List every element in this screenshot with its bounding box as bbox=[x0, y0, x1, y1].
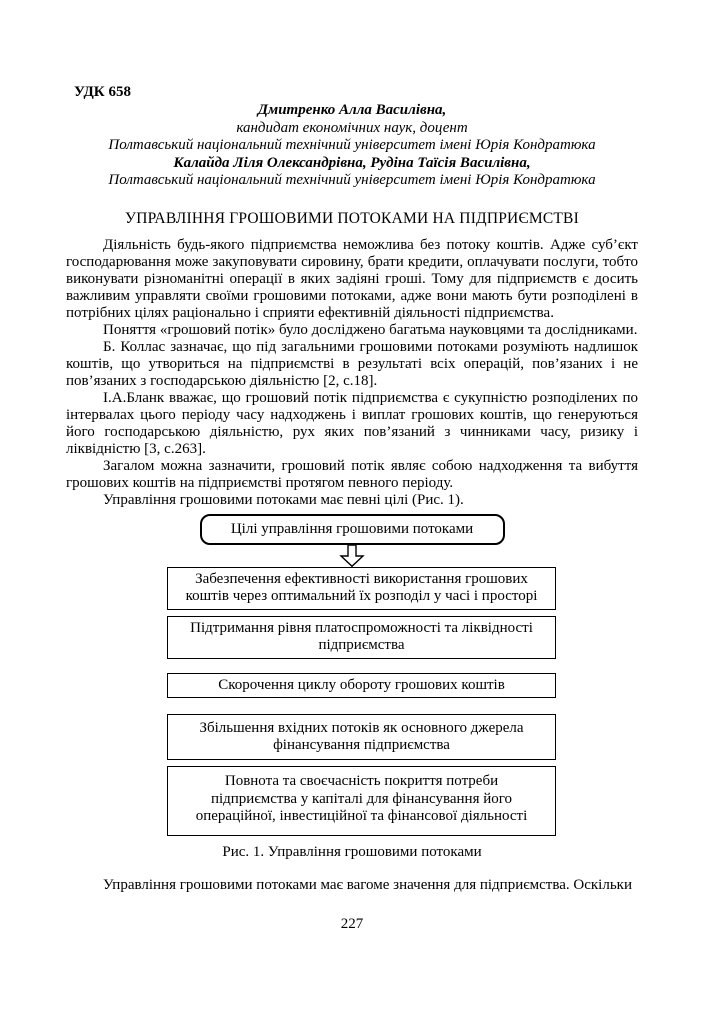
diagram-goal-box: Забезпечення ефективності використання грошових коштів через оптимальний їх розподіл у часі і просторі bbox=[167, 567, 556, 610]
author-names-2: Калайда Ліля Олександрівна, Рудіна Таїсія Василівна, bbox=[173, 154, 531, 171]
page-number: 227 bbox=[340, 916, 364, 932]
paragraph: Б. Коллас зазначає, що під загальними грошовими потоками розуміють надлишок коштів, що утвориться на підприємстві в результаті всіх операцій, пов’язаних і не пов’язаних з господарською діяльністю [2, с.18]. bbox=[66, 338, 638, 389]
author-degree-1: кандидат економічних наук, доцент bbox=[236, 119, 468, 136]
article-body bbox=[66, 237, 638, 509]
closing-paragraph: Управління грошовими потоками має вагоме значення для підприємства. Оскільки bbox=[103, 877, 632, 893]
diagram-goal-box: Повнота та своєчасність покриття потреби підприємства у капіталі для фінансування його операційної, інвестиційної та фінансової діяльності bbox=[167, 766, 556, 836]
diagram-goal-box: Підтримання рівня платоспроможності та ліквідності підприємства bbox=[167, 616, 556, 659]
udk-code: УДК 658 bbox=[74, 84, 131, 100]
author-affiliation-1: Полтавський національний технічний університет імені Юрія Кондратюка bbox=[108, 137, 596, 153]
diagram-goal-box: Збільшення вхідних потоків як основного джерела фінансування підприємства bbox=[167, 714, 556, 760]
author-name-1: Дмитренко Алла Василівна, bbox=[257, 102, 447, 118]
figure-caption: Рис. 1. Управління грошовими потоками bbox=[222, 844, 482, 860]
author-affiliation-2: Полтавський національний технічний університет імені Юрія Кондратюка bbox=[108, 172, 596, 188]
paragraph: Загалом можна зазначити, грошовий потік являє собою надходження та вибуття грошових коштів на підприємстві протягом певного періоду. bbox=[66, 457, 638, 491]
paragraph: І.А.Бланк вважає, що грошовий потік підприємства є сукупністю розподілених по інтервалах цього періоду часу надходжень і виплат грошових коштів, що генеруються його господарською діяльністю, рух яких пов’язаний з чинниками часу, ризику і ліквідністю [3, с.263]. bbox=[66, 389, 638, 457]
authors-block bbox=[66, 102, 638, 190]
diagram-root-box: Цілі управління грошовими потоками bbox=[200, 514, 505, 545]
diagram-goal-boxes bbox=[167, 567, 556, 837]
article-title: УПРАВЛІННЯ ГРОШОВИМИ ПОТОКАМИ НА ПІДПРИЄМСТВІ bbox=[125, 209, 579, 227]
paragraph: Поняття «грошовий потік» було досліджено багатьма науковцями та дослідниками. bbox=[103, 321, 638, 338]
paragraph: Діяльність будь-якого підприємства неможлива без потоку коштів. Адже суб’єкт господарювання може закуповувати сировину, брати кредити, оплачувати послуги, тобто виконувати різноманітні операції в яких задіяні гроші. Тому для підприємств є досить важливим управляти своїми грошовими потоками, адже вони мають бути розподілені в потрібних цілях раціонально і сприяти ефективній діяльності підприємства. bbox=[66, 236, 638, 321]
paragraph: Управління грошовими потоками має певні цілі (Рис. 1). bbox=[103, 491, 464, 508]
down-arrow-icon bbox=[158, 545, 547, 567]
figure-1-diagram bbox=[66, 514, 638, 862]
diagram-goal-box: Скорочення циклу обороту грошових коштів bbox=[167, 673, 556, 699]
